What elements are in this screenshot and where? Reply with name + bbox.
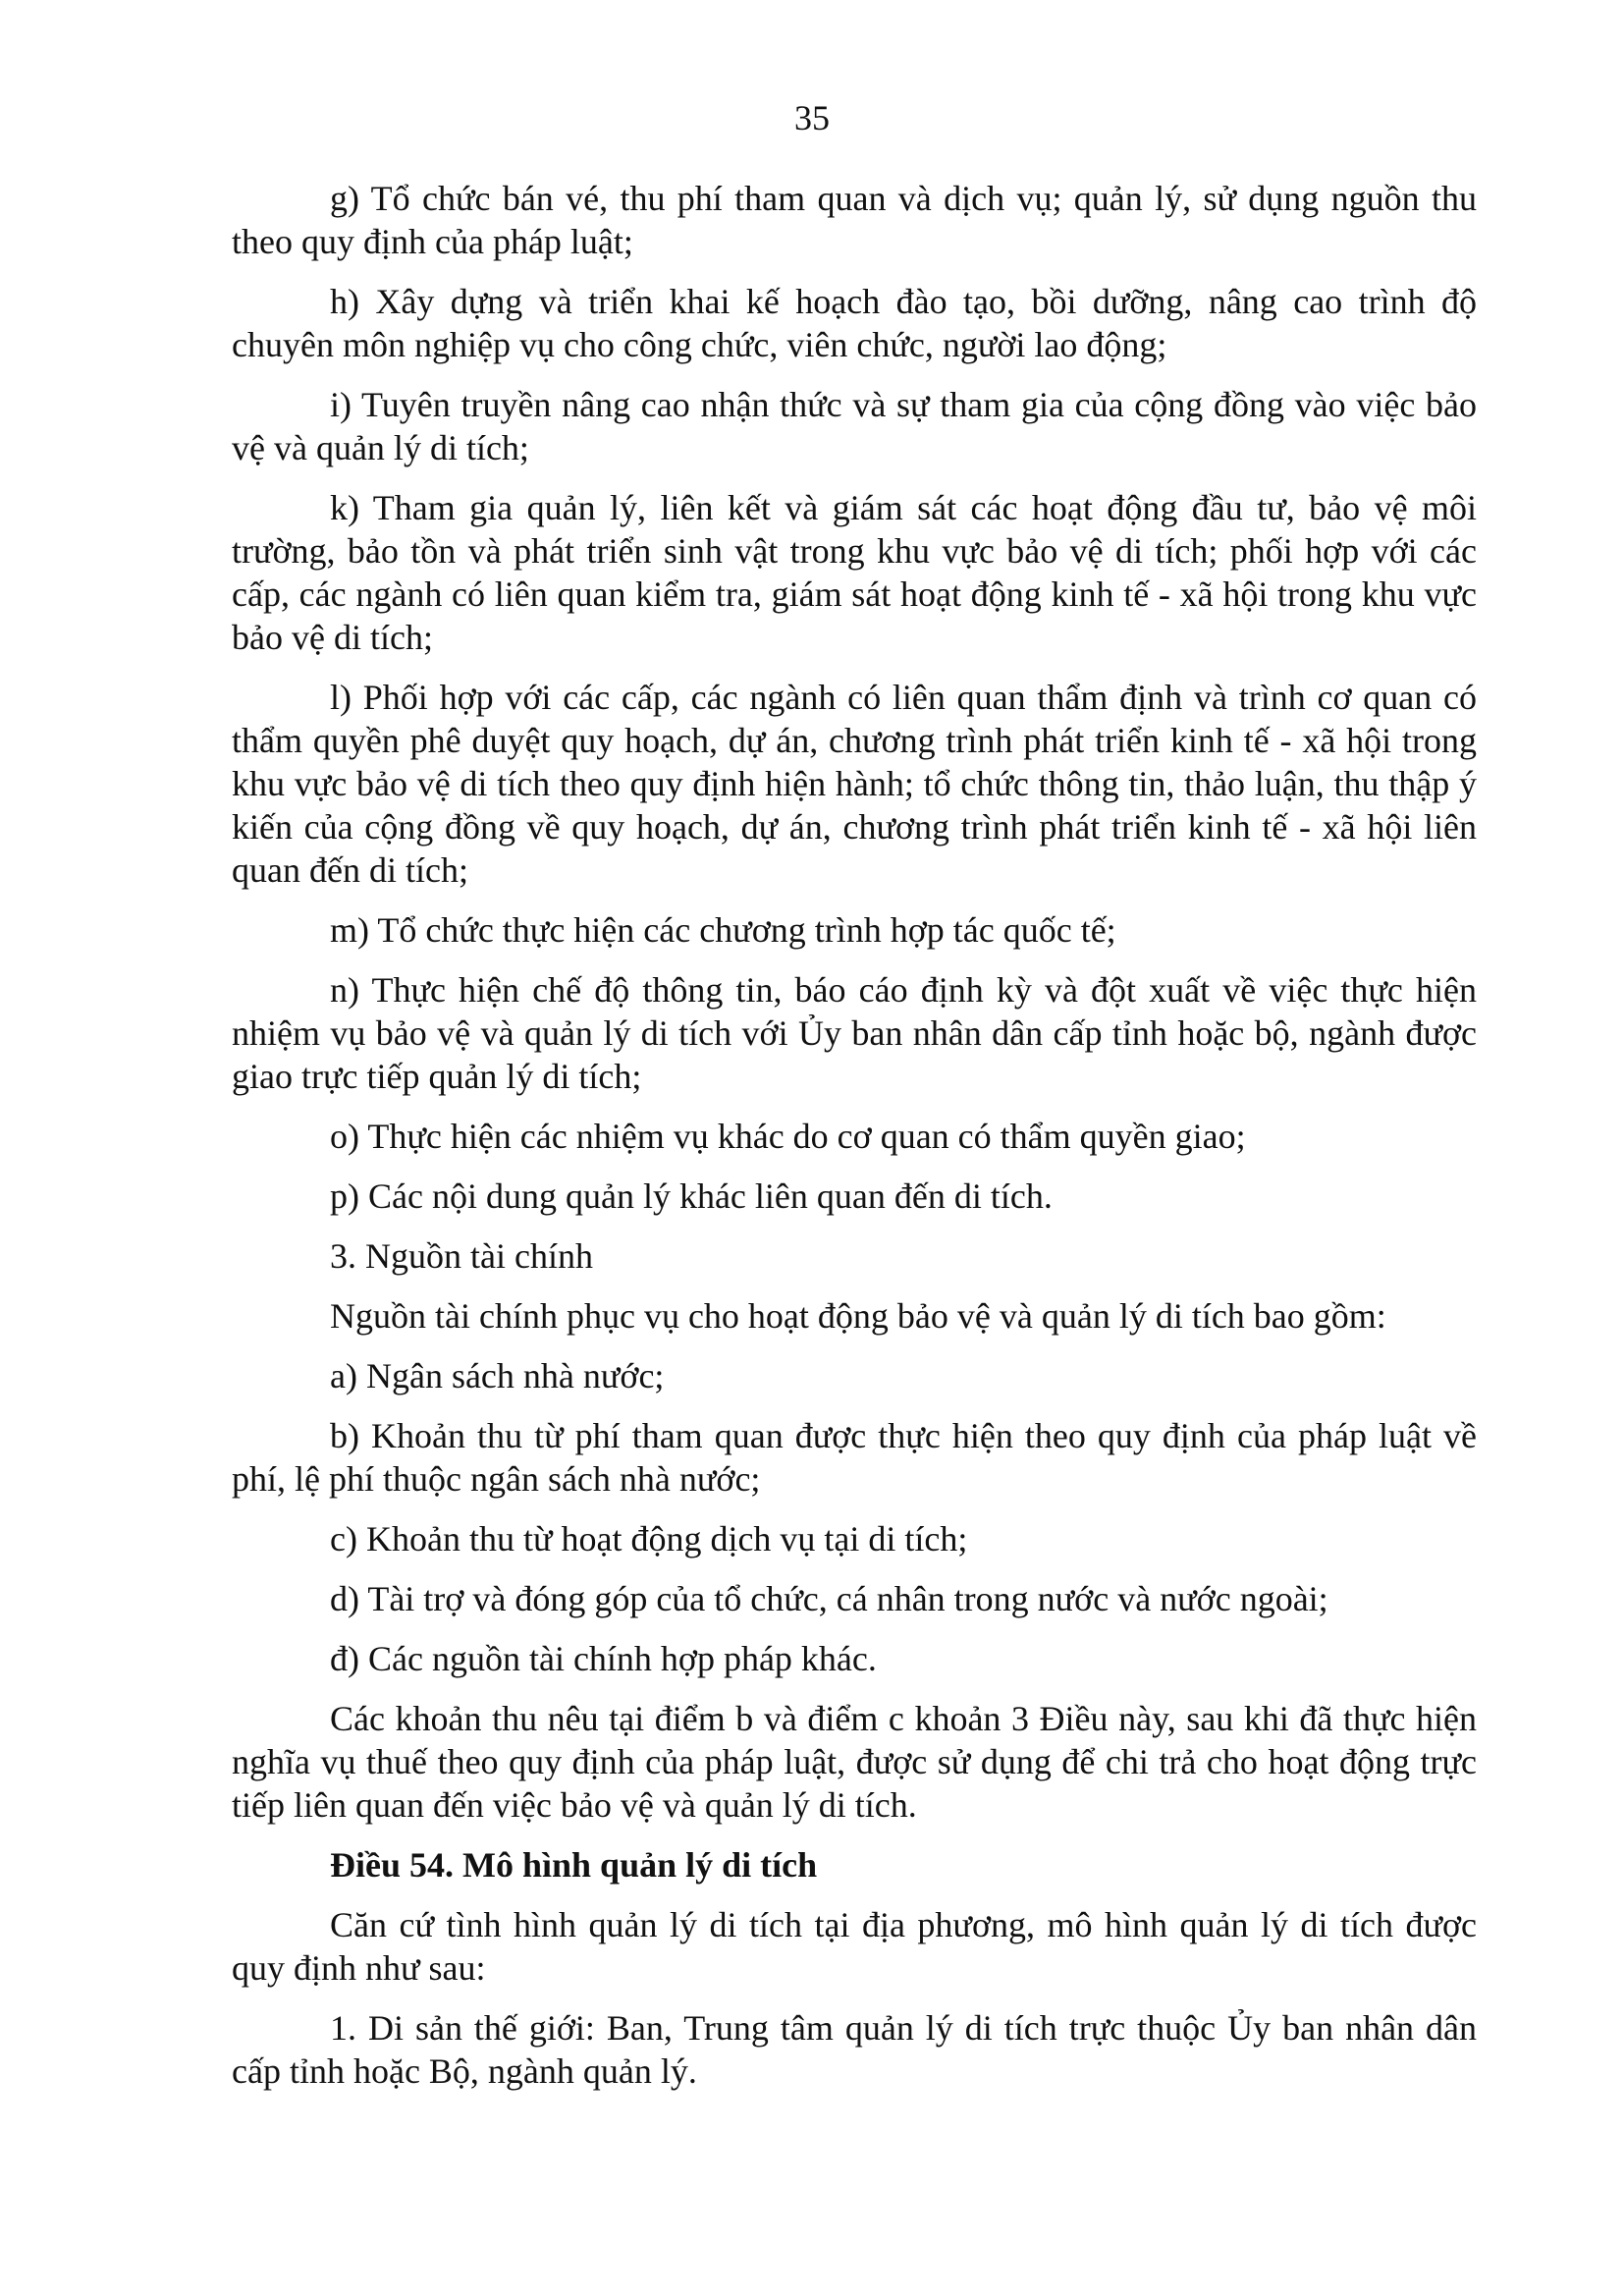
paragraph: g) Tổ chức bán vé, thu phí tham quan và dịch vụ; quản lý, sử dụng nguồn thu theo quy định của pháp luật; <box>232 179 1477 261</box>
paragraph: m) Tổ chức thực hiện các chương trình hợp tác quốc tế; <box>330 910 1116 950</box>
paragraph: h) Xây dựng và triển khai kế hoạch đào tạo, bồi dưỡng, nâng cao trình độ chuyên môn nghiệp vụ cho công chức, viên chức, người lao động; <box>232 282 1477 364</box>
paragraph: Căn cứ tình hình quản lý di tích tại địa phương, mô hình quản lý di tích được quy định như sau: <box>232 1905 1477 1988</box>
document-body <box>232 177 1477 2109</box>
paragraph: Nguồn tài chính phục vụ cho hoạt động bảo vệ và quản lý di tích bao gồm: <box>330 1296 1386 1336</box>
paragraph: p) Các nội dung quản lý khác liên quan đến di tích. <box>330 1176 1053 1216</box>
article-heading: Điều 54. Mô hình quản lý di tích <box>330 1845 818 1885</box>
paragraph: l) Phối hợp với các cấp, các ngành có liên quan thẩm định và trình cơ quan có thẩm quyền phê duyệt quy hoạch, dự án, chương trình phát triển kinh tế - xã hội trong khu vực bảo vệ di tích theo quy định hiện hành; tổ chức thông tin, thảo luận, thu thập ý kiến của cộng đồng về quy hoạch, dự án, chương trình phát triển kinh tế - xã hội liên quan đến di tích; <box>232 678 1477 890</box>
paragraph: đ) Các nguồn tài chính hợp pháp khác. <box>330 1639 877 1678</box>
paragraph: 1. Di sản thế giới: Ban, Trung tâm quản lý di tích trực thuộc Ủy ban nhân dân cấp tỉnh hoặc Bộ, ngành quản lý. <box>232 2008 1477 2091</box>
paragraph: n) Thực hiện chế độ thông tin, báo cáo định kỳ và đột xuất về việc thực hiện nhiệm vụ bảo vệ và quản lý di tích với Ủy ban nhân dân cấp tỉnh hoặc bộ, ngành được giao trực tiếp quản lý di tích; <box>232 970 1477 1096</box>
paragraph: i) Tuyên truyền nâng cao nhận thức và sự tham gia của cộng đồng vào việc bảo vệ và quản lý di tích; <box>232 385 1477 467</box>
paragraph: b) Khoản thu từ phí tham quan được thực hiện theo quy định của pháp luật về phí, lệ phí thuộc ngân sách nhà nước; <box>232 1416 1477 1499</box>
page-number: 35 <box>794 98 830 137</box>
paragraph: c) Khoản thu từ hoạt động dịch vụ tại di tích; <box>330 1519 968 1558</box>
paragraph: o) Thực hiện các nhiệm vụ khác do cơ quan có thẩm quyền giao; <box>330 1117 1246 1156</box>
paragraph: k) Tham gia quản lý, liên kết và giám sát các hoạt động đầu tư, bảo vệ môi trường, bảo tồn và phát triển sinh vật trong khu vực bảo vệ di tích; phối hợp với các cấp, các ngành có liên quan kiểm tra, giám sát hoạt động kinh tế - xã hội trong khu vực bảo vệ di tích; <box>232 488 1477 657</box>
paragraph: Các khoản thu nêu tại điểm b và điểm c khoản 3 Điều này, sau khi đã thực hiện nghĩa vụ thuế theo quy định của pháp luật, được sử dụng để chi trả cho hoạt động trực tiếp liên quan đến việc bảo vệ và quản lý di tích. <box>232 1699 1477 1825</box>
paragraph: a) Ngân sách nhà nước; <box>330 1356 665 1395</box>
paragraph: d) Tài trợ và đóng góp của tổ chức, cá nhân trong nước và nước ngoài; <box>330 1579 1328 1618</box>
paragraph: 3. Nguồn tài chính <box>330 1236 593 1276</box>
